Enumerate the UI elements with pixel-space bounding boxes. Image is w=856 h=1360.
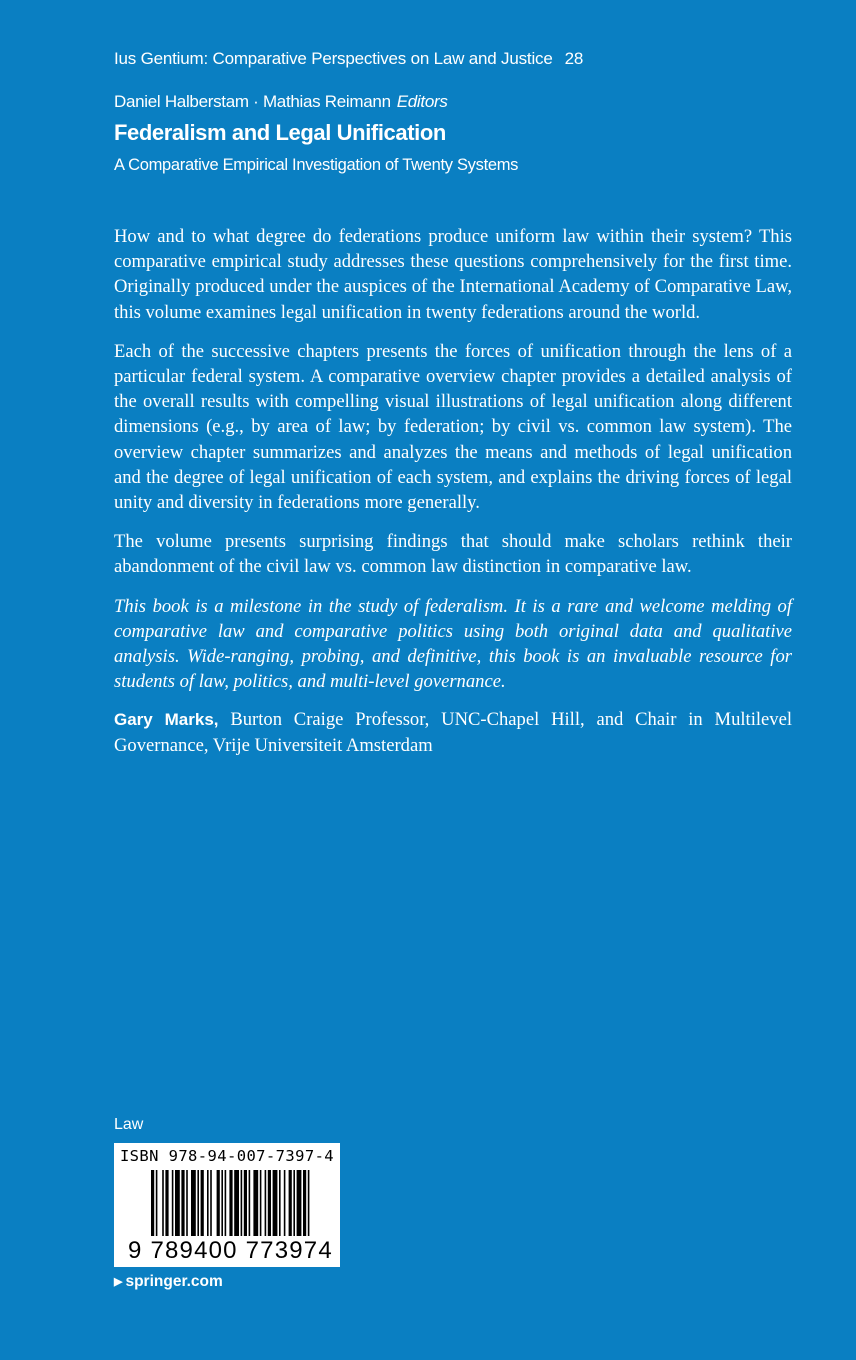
barcode-bar [186,1170,188,1236]
barcode-bar [207,1170,209,1236]
editors-line [114,92,448,112]
barcode-bar [191,1170,196,1236]
endorser-title: Burton Craige Professor, UNC-Chapel Hill, and Chair in Multilevel Governance, Vrije Universiteit Amsterdam [114,709,793,756]
series-volume: 28 [564,49,584,68]
barcode-bar [289,1170,292,1236]
arrow-right-icon: ▶ [114,1276,123,1288]
subject-category: Law [114,1116,144,1133]
barcode-bar [151,1170,154,1236]
publisher-link[interactable] [114,1273,223,1291]
barcode-bar [162,1170,164,1236]
barcode-bar [303,1170,306,1236]
barcode-bar [217,1170,220,1236]
ean-first-digit: 9 [128,1237,143,1264]
isbn-barcode [114,1143,340,1267]
barcode-bar [234,1170,239,1236]
ean-digits [114,1237,340,1265]
book-subtitle: A Comparative Empirical Investigation of Twenty Systems [114,156,519,174]
barcode-bar [156,1170,158,1236]
barcode-bar [293,1170,295,1236]
barcode-bar [221,1170,223,1236]
barcode-bar [253,1170,258,1236]
editor-names: Daniel Halberstam · Mathias Reimann [114,92,391,111]
barcode-bar [165,1170,168,1236]
blurb-paragraph: How and to what degree do federations produce uniform law within their system? This comparative empirical study addresses these questions comprehensively for the first time. Originally produced under the auspices of the International Academy of Comparative Law, this volume examines legal unification in twenty federations around the world. [114,226,792,323]
ean-right-group: 773974 [245,1237,333,1264]
barcode-bar [210,1170,212,1236]
barcode-bar [260,1170,262,1236]
book-title: Federalism and Legal Unification [114,120,446,145]
barcode-bar [308,1170,310,1236]
barcode-bar [268,1170,271,1236]
editors-role: Editors [396,92,448,111]
endorsement-quote: This book is a milestone in the study of federalism. It is a rare and welcome melding of comparative law and comparative politics using both original data and qualitative analysis. Wide-ranging, probing, and definitive, this book is an invaluable resource for students of law, politics, and multi-level governance. [114,595,792,693]
endorsement-attribution [114,707,792,757]
barcode-bar [197,1170,199,1236]
barcode-bar [241,1170,243,1236]
series-line [114,49,583,69]
endorser-name: Gary Marks, [114,710,219,730]
barcode-bar [284,1170,286,1236]
barcode-bar [265,1170,267,1236]
barcode-bar [244,1170,247,1236]
ean-left-group: 789400 [150,1237,238,1264]
isbn-label: ISBN 978-94-007-7397-4 [119,1147,335,1165]
barcode-bar [229,1170,232,1236]
series-name: Ius Gentium: Comparative Perspectives on Law and Justice [114,49,553,68]
blurb-paragraph: Each of the successive chapters presents the forces of unification through the lens of a particular federal system. A comparative overview chapter provides a detailed analysis of the overall results with compelling visual illustrations of legal unification along different dimensions (e.g., by area of law; by federation; by civil vs. common law system). The overview chapter summarizes and analyzes the means and methods of legal unification and the degree of legal unification of each system, and explains the driving forces of legal unity and diversity in federations more generally. [114,340,792,514]
barcode-bar [249,1170,251,1236]
barcode-bar [175,1170,180,1236]
barcode-bar [172,1170,174,1236]
barcode-bar [225,1170,227,1236]
barcode-bar [181,1170,184,1236]
barcode-bar [279,1170,281,1236]
blurb [114,224,792,758]
barcode-bar [273,1170,278,1236]
barcode-bar [201,1170,204,1236]
publisher-url: springer.com [125,1273,223,1290]
barcode-bar [297,1170,302,1236]
blurb-paragraph: The volume presents surprising findings that should make scholars rethink their abandonment of the civil law vs. common law distinction in comparative law. [114,531,792,578]
